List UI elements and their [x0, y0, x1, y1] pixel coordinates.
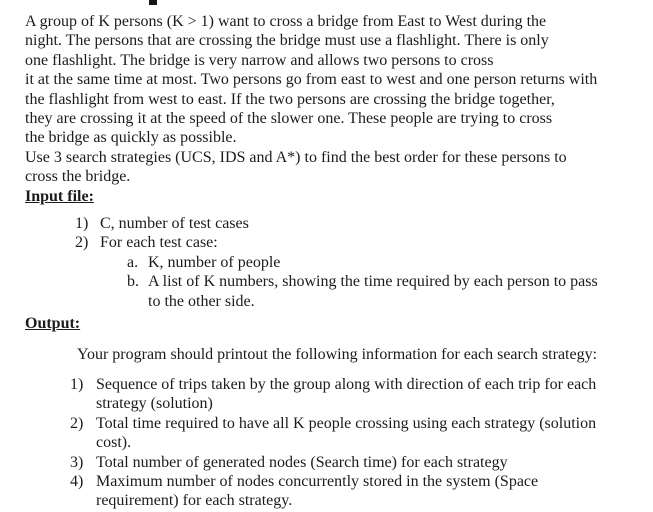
text-line: A group of K persons (K > 1) want to cross a bridge from East to West during the — [25, 13, 547, 30]
list-item-marker: 2) — [70, 414, 84, 432]
list-item-marker: 2) — [75, 234, 89, 252]
list-item-marker: 3) — [70, 453, 84, 471]
list-item-marker: a. — [127, 253, 139, 271]
list-item — [70, 414, 641, 453]
list-item-text — [96, 414, 641, 453]
list-item — [70, 375, 641, 414]
list-item — [75, 233, 641, 252]
sub-list-item — [75, 253, 641, 272]
text-line: the bridge as quickly as possible. — [25, 129, 237, 147]
text-line: Total time required to have all K people crossing using each strategy (solution — [96, 414, 597, 432]
text-line: cross the bridge. — [25, 168, 131, 186]
text-line: to the other side. — [148, 292, 255, 310]
list-item-text — [96, 453, 641, 472]
list-item-text — [96, 375, 641, 414]
output-heading-text: Output: — [25, 315, 81, 333]
text-line: Sequence of trips taken by the group along with direction of each trip for each — [96, 375, 597, 393]
list-item-marker: b. — [127, 273, 139, 291]
text-line: requirement) for each strategy. — [96, 492, 293, 510]
sub-list-item — [75, 272, 641, 311]
text-line: K, number of people — [148, 253, 281, 271]
list-item-text — [96, 472, 641, 511]
text-line: it at the same time at most. Two persons go from east to west and one person returns with — [25, 71, 598, 89]
text-line: Total number of generated nodes (Search time) for each strategy — [96, 453, 508, 471]
text-line: they are crossing it at the speed of the slower one. These people are trying to cross — [25, 110, 553, 128]
text-line: A list of K numbers, showing the time required by each person to pass — [148, 273, 598, 291]
output-list — [25, 375, 641, 511]
list-item-text — [100, 214, 641, 233]
text-line: the flashlight from west to east. If the two persons are crossing the bridge together, — [25, 90, 555, 108]
text-line: Use 3 search strategies (UCS, IDS and A*) to find the best order for these persons to — [25, 148, 567, 166]
list-item — [75, 214, 641, 233]
text-line: C, number of test cases — [100, 215, 249, 233]
text-line: For each test case: — [100, 234, 218, 252]
document-content — [25, 12, 641, 511]
text-line: one flashlight. The bridge is very narrow and allows two persons to cross — [25, 51, 494, 69]
list-item — [70, 453, 641, 472]
text-line: strategy (solution) — [96, 395, 213, 413]
output-intro: Your program should printout the following information for each search strategy: — [77, 345, 598, 363]
list-item-marker: 1) — [75, 215, 89, 233]
list-item-text — [148, 272, 641, 311]
list-item-marker: 4) — [70, 472, 84, 490]
list-item — [70, 472, 641, 511]
text-line: cost). — [96, 434, 132, 452]
text-line: Maximum number of nodes concurrently stored in the system (Space — [96, 472, 539, 490]
cropped-heading-fragment — [149, 0, 157, 5]
input-file-heading — [25, 187, 641, 206]
text-line: night. The persons that are crossing the bridge must use a flashlight. There is only — [25, 32, 549, 50]
problem-statement — [25, 12, 641, 187]
output-heading — [25, 314, 641, 333]
input-file-heading-text: Input file: — [25, 187, 94, 205]
list-item-text — [100, 233, 641, 252]
list-item-marker: 1) — [70, 375, 84, 393]
input-list — [25, 214, 641, 311]
list-item-text — [148, 253, 641, 272]
